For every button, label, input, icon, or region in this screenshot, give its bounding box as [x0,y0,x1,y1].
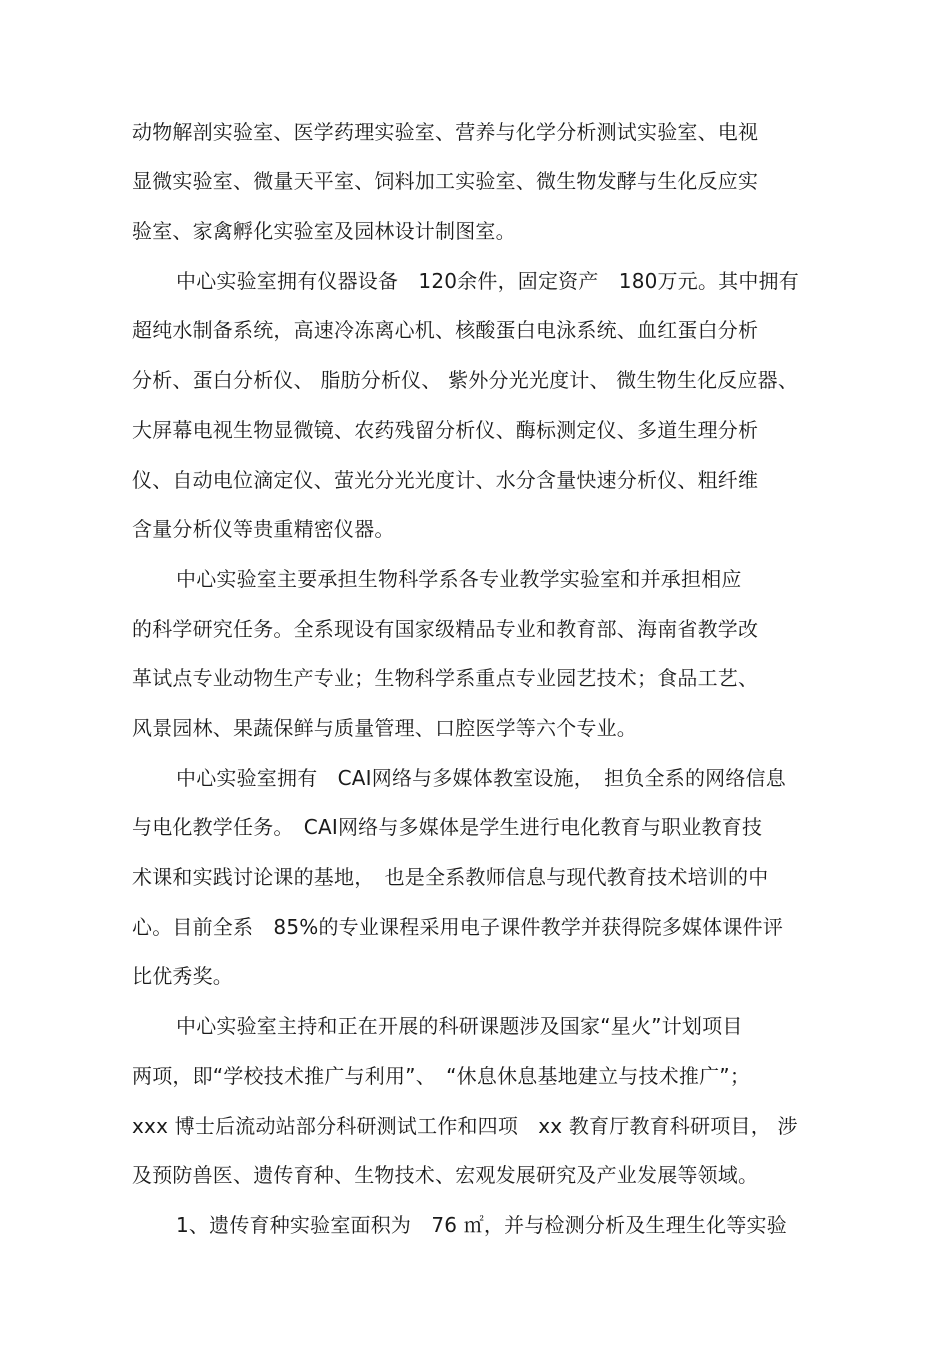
text-line-15: 与电化教学任务。 CAI网络与多媒体是学生进行电化教育与职业教育技 [132,815,763,839]
text-line-19: 中心实验室主持和正在开展的科研课题涉及国家“星火”计划项目 [176,1014,743,1038]
text-line-7: 大屏幕电视生物显微镜、农药残留分析仪、酶标测定仪、多道生理分析 [132,418,759,442]
text-line-9: 含量分析仪等贵重精密仪器。 [132,517,395,541]
text-line-6: 分析、蛋白分析仪、 脂肪分析仪、 紫外分光光度计、 微生物生化反应器、 [132,368,799,392]
text-line-14: 中心实验室拥有 CAI网络与多媒体教室设施， 担负全系的网络信息 [176,766,786,790]
text-line-11: 的科学研究任务。全系现设有国家级精品专业和教育部、海南省教学改 [132,617,759,641]
text-line-2: 显微实验室、微量天平室、饲料加工实验室、微生物发酵与生化反应实 [132,169,759,193]
text-line-23: 1、遗传育种实验室面积为 76 ㎡，并与检测分析及生理生化等实验 [176,1213,787,1237]
text-line-17: 心。目前全系 85%的专业课程采用电子课件教学并获得院多媒体课件评 [132,915,784,939]
text-line-21: xxx 博士后流动站部分科研测试工作和四项 xx 教育厅教育科研项目， 涉 [132,1114,798,1138]
text-line-20: 两项，即“学校技术推广与利用”、 “休息休息基地建立与技术推广”； [132,1064,751,1088]
text-line-22: 及预防兽医、遗传育种、生物技术、宏观发展研究及产业发展等领域。 [132,1163,759,1187]
text-line-13: 风景园林、果蔬保鲜与质量管理、口腔医学等六个专业。 [132,716,637,740]
text-line-4: 中心实验室拥有仪器设备 120余件，固定资产 180万元。其中拥有 [176,269,799,293]
text-line-3: 验室、家禽孵化实验室及园林设计制图室。 [132,219,516,243]
text-line-1: 动物解剖实验室、医学药理实验室、营养与化学分析测试实验室、电视 [132,120,759,144]
text-line-5: 超纯水制备系统，高速冷冻离心机、核酸蛋白电泳系统、血红蛋白分析 [132,318,759,342]
text-line-10: 中心实验室主要承担生物科学系各专业教学实验室和并承担相应 [176,567,742,591]
text-line-16: 术课和实践讨论课的基地， 也是全系教师信息与现代教育技术培训的中 [132,865,769,889]
text-line-18: 比优秀奖。 [132,964,233,988]
text-line-12: 革试点专业动物生产专业；生物科学系重点专业园艺技术；食品工艺、 [132,666,759,690]
text-line-8: 仪、自动电位滴定仪、萤光分光光度计、水分含量快速分析仪、粗纤维 [132,468,759,492]
